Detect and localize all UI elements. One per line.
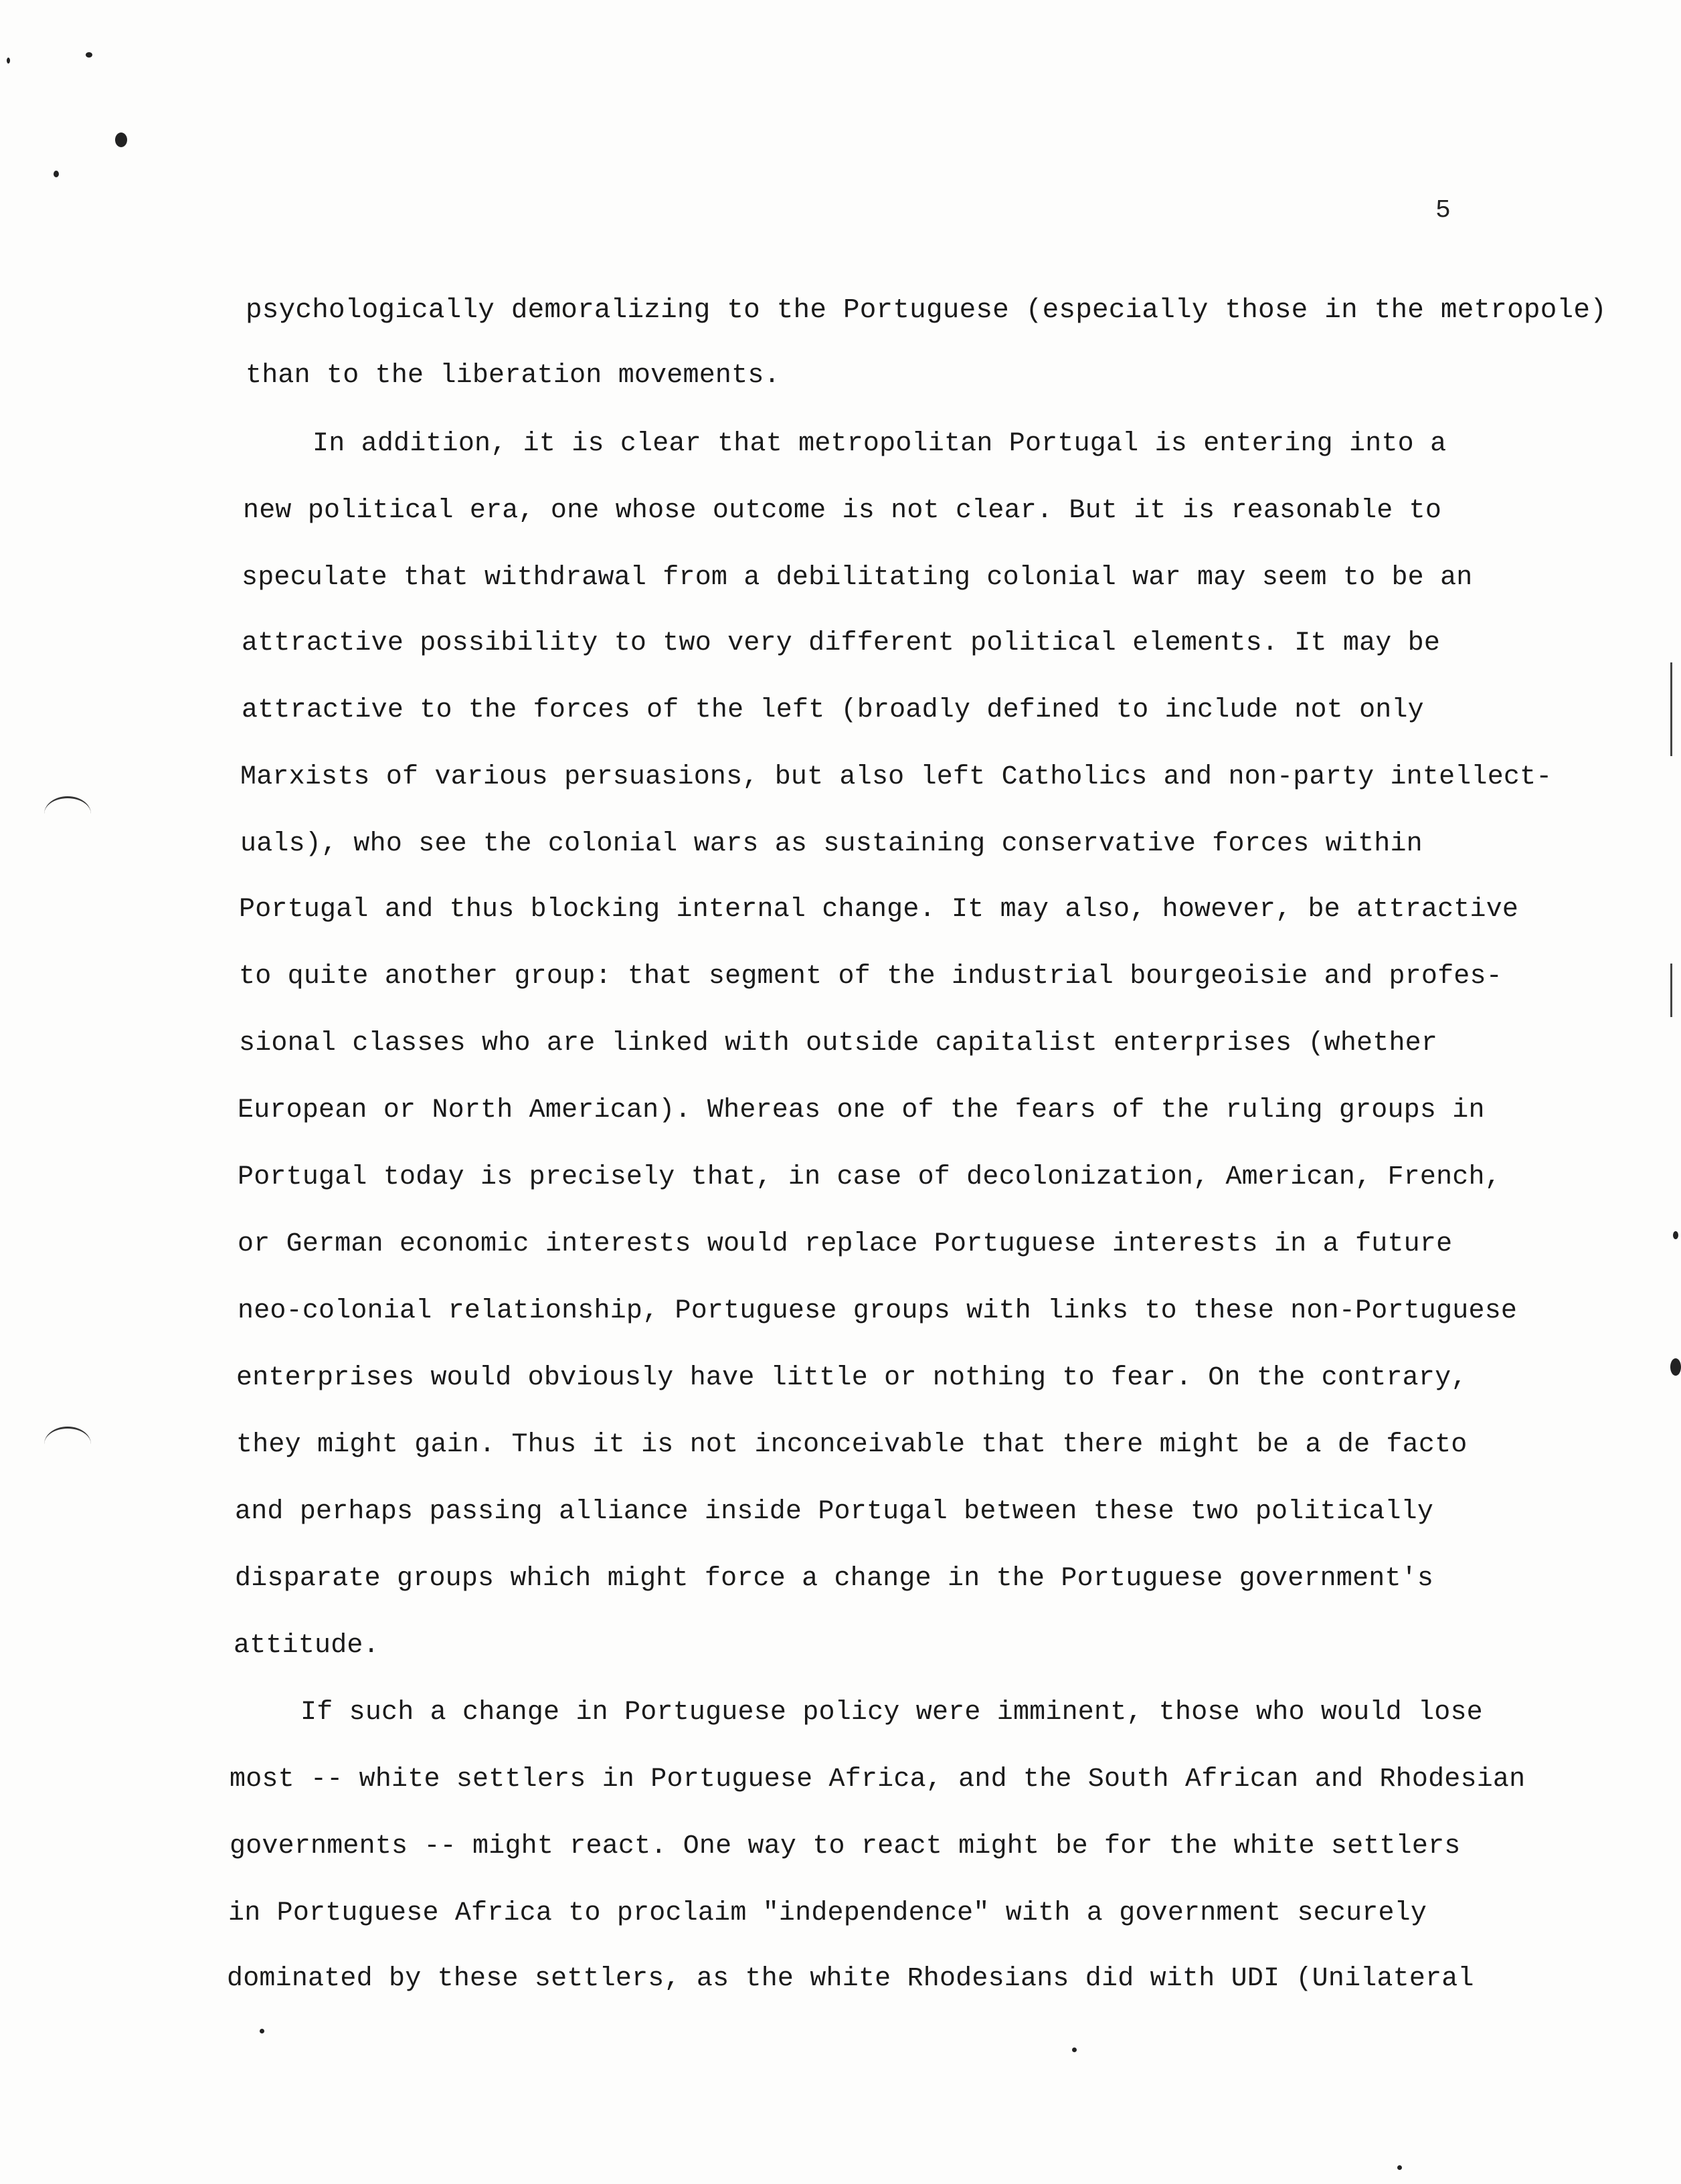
text-line: If such a change in Portuguese policy were imminent, those who would lose <box>300 1698 1483 1728</box>
text-line: neo-colonial relationship, Portuguese groups with links to these non-Portuguese <box>238 1296 1518 1326</box>
text-line: dominated by these settlers, as the white Rhodesians did with UDI (Unilateral <box>227 1964 1474 1994</box>
edge-shadow <box>1670 662 1672 756</box>
text-line: attractive possibility to two very different political elements. It may be <box>242 628 1441 658</box>
page-number: 5 <box>1435 196 1451 225</box>
scan-speck <box>1397 2165 1402 2170</box>
scan-speck <box>7 58 10 64</box>
text-line: Marxists of various persuasions, but also left Catholics and non-party intellect- <box>240 762 1553 792</box>
text-line: uals), who see the colonial wars as sustaining conservative forces within <box>240 829 1423 859</box>
edge-shadow <box>1670 964 1672 1017</box>
text-line: or German economic interests would replace Portuguese interests in a future <box>238 1229 1453 1259</box>
text-line: psychologically demoralizing to the Portuguese (especially those in the metropole) <box>246 295 1607 326</box>
text-line: in Portuguese Africa to proclaim "independence" with a government securely <box>228 1898 1427 1928</box>
text-line: most -- white settlers in Portuguese Africa, and the South African and Rhodesian <box>230 1764 1526 1795</box>
text-line: European or North American). Whereas one of the fears of the ruling groups in <box>238 1095 1485 1125</box>
scan-speck <box>115 132 127 147</box>
text-line: Portugal and thus blocking internal change. It may also, however, be attractive <box>239 895 1519 925</box>
text-line: they might gain. Thus it is not inconceivable that there might be a de facto <box>236 1430 1468 1460</box>
text-line: enterprises would obviously have little or nothing to fear. On the contrary, <box>236 1363 1468 1393</box>
hole-punch-mark <box>44 796 91 832</box>
text-line: governments -- might react. One way to react might be for the white settlers <box>230 1831 1461 1861</box>
text-line: new political era, one whose outcome is not clear. But it is reasonable to <box>243 496 1442 526</box>
text-line: sional classes who are linked with outside capitalist enterprises (whether <box>239 1028 1438 1059</box>
scan-speck <box>86 52 92 58</box>
text-line: to quite another group: that segment of the industrial bourgeoisie and profes- <box>239 962 1502 992</box>
text-line: attractive to the forces of the left (broadly defined to include not only <box>242 695 1424 725</box>
text-line: In addition, it is clear that metropolitan Portugal is entering into a <box>313 429 1447 459</box>
text-line: than to the liberation movements. <box>246 361 780 391</box>
scan-speck <box>260 2029 264 2033</box>
scan-speck <box>1670 1358 1681 1376</box>
text-line: disparate groups which might force a change in the Portuguese government's <box>235 1564 1434 1594</box>
scan-speck <box>1072 2047 1077 2052</box>
scan-speck <box>54 171 59 177</box>
hole-punch-mark <box>44 1427 91 1462</box>
scan-speck <box>1673 1231 1678 1239</box>
text-line: and perhaps passing alliance inside Portugal between these two politically <box>235 1497 1434 1527</box>
text-line: speculate that withdrawal from a debilitating colonial war may seem to be an <box>242 563 1473 593</box>
text-line: attitude. <box>234 1631 379 1661</box>
text-line: Portugal today is precisely that, in case of decolonization, American, French, <box>238 1162 1501 1192</box>
